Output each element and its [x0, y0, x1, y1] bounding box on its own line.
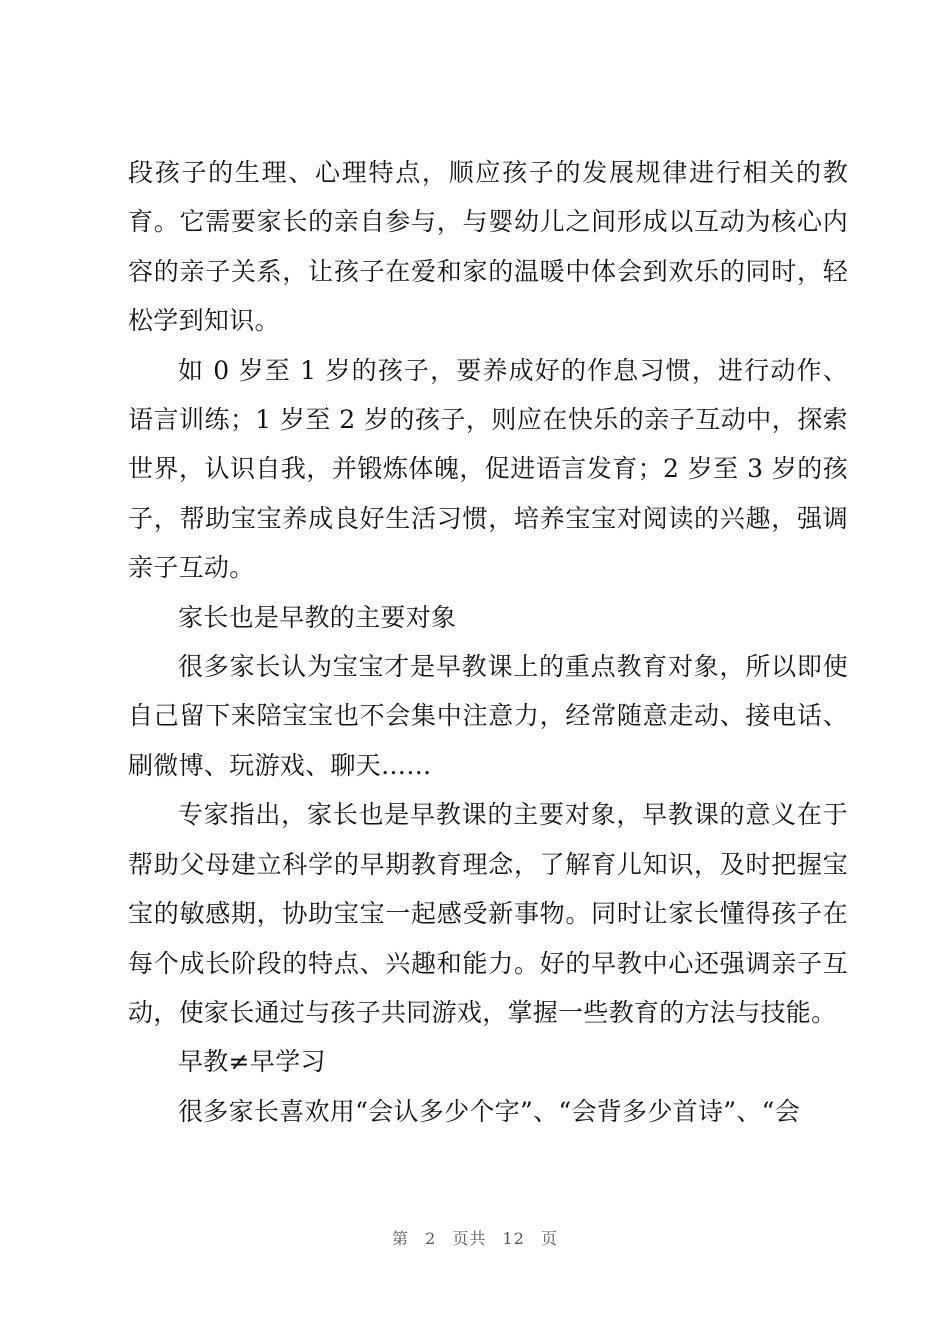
footer-suffix: 页: [540, 1229, 558, 1248]
document-body: [128, 148, 848, 1136]
paragraph-parents-attention: 很多家长认为宝宝才是早教课上的重点教育对象，所以即使自己留下来陪宝宝也不会集中注意力，经常随意走动、接电话、刷微博、玩游戏、聊天……: [128, 652, 848, 780]
section-heading-parents: 家长也是早教的主要对象: [178, 602, 457, 632]
page-footer: [0, 1226, 950, 1249]
paragraph-parents-preference: 很多家长喜欢用“会认多少个字”、“会背多少首诗”、“会: [178, 1096, 801, 1126]
paragraph-continuation: 段孩子的生理、心理特点，顺应孩子的发展规律进行相关的教育。它需要家长的亲自参与，与婴幼儿之间形成以互动为核心内容的亲子关系，让孩子在爱和家的温暖中体会到欢乐的同时，轻松学到知识。: [128, 158, 848, 336]
footer-page-number: 2: [425, 1229, 437, 1248]
footer-middle: 页共: [452, 1229, 487, 1248]
footer-prefix: 第: [392, 1229, 410, 1248]
paragraph-expert-opinion: 专家指出，家长也是早教课的主要对象，早教课的意义在于帮助父母建立科学的早期教育理念，了解育儿知识，及时把握宝宝的敏感期，协助宝宝一起感受新事物。同时让家长懂得孩子在每个成长阶段的特点、兴趣和能力。好的早教中心还强调亲子互动，使家长通过与孩子共同游戏，掌握一些教育的方法与技能。: [128, 800, 848, 1027]
section-heading-early-learning: 早教≠早学习: [178, 1047, 326, 1077]
paragraph-age-stages: 如 0 岁至 1 岁的孩子，要养成好的作息习惯，进行动作、语言训练；1 岁至 2 岁的孩子，则应在快乐的亲子互动中，探索世界，认识自我，并锻炼体魄，促进语言发育；2 岁至 3 岁的孩子，帮助宝宝养成良好生活习惯，培养宝宝对阅读的兴趣，强调亲子互动。: [128, 355, 848, 583]
footer-total-pages: 12: [502, 1229, 525, 1248]
